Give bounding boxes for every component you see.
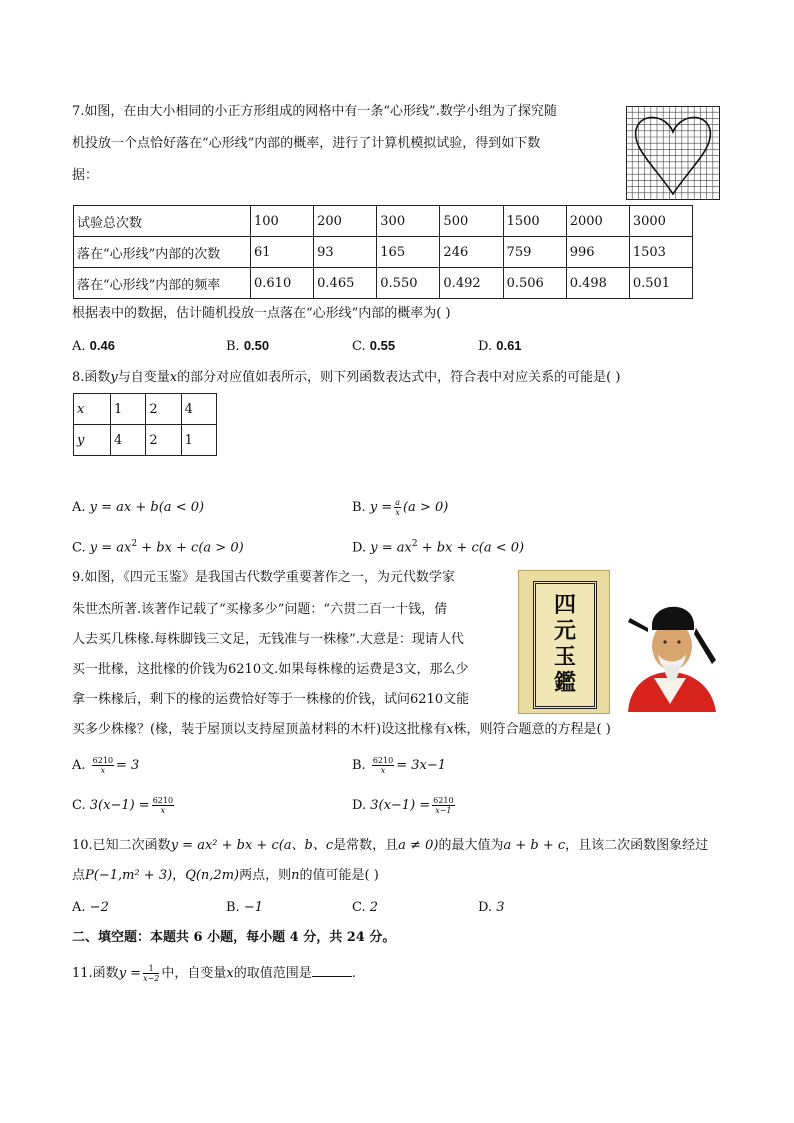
q7-question: 根据表中的数据，估计随机投放一点落在“心形线”内部的概率为( ) xyxy=(72,306,451,321)
table-cell: 93 xyxy=(314,237,377,268)
row-label-inside-count: 落在“心形线”内部的次数 xyxy=(74,237,251,268)
q11-answer-blank[interactable] xyxy=(312,964,352,977)
q10-option-c[interactable]: C. 2 xyxy=(352,900,379,915)
table-cell: 3000 xyxy=(629,206,692,237)
siyuan-yujian-book-image xyxy=(518,570,610,714)
table-cell: 100 xyxy=(251,206,314,237)
q7-simulation-table xyxy=(73,205,693,299)
q10-option-a[interactable]: A. −2 xyxy=(72,900,109,915)
book-title: 四 元 玉 鑑 xyxy=(553,592,576,696)
q9-text-line-4: 买一批椽，这批椽的价钱为6210文.如果每株椽的运费是3文，那么少 xyxy=(72,662,469,677)
table-cell: 0.506 xyxy=(503,268,566,299)
table-cell: 2 xyxy=(146,425,181,456)
heart-grid-figure xyxy=(626,106,720,200)
q8-option-b[interactable]: B. y = $\frac{a}{x}$ (a > 0) xyxy=(352,498,449,517)
q8-option-a[interactable]: A. y = ax + b(a < 0) xyxy=(72,500,205,515)
table-cell: 0.610 xyxy=(251,268,314,299)
table-cell: 0.465 xyxy=(314,268,377,299)
table-cell: 200 xyxy=(314,206,377,237)
q9-text-line-5: 拿一株椽后，剩下的椽的运费恰好等于一株椽的价钱，试问6210文能 xyxy=(72,692,470,707)
table-row xyxy=(74,425,217,456)
table-cell: 2000 xyxy=(566,206,629,237)
table-cell: 500 xyxy=(440,206,503,237)
table-row xyxy=(74,237,693,268)
q7-option-a[interactable]: A. 0.46 xyxy=(72,338,115,354)
q10-text-line-1: 10.已知二次函数y = ax² + bx + c(a、b、c是常数，且a ≠ 0)的最大值为a + b + c，且该二次函数图象经过 xyxy=(72,838,709,853)
table-cell: 1 xyxy=(181,425,216,456)
table-cell: 165 xyxy=(377,237,440,268)
table-cell: 1503 xyxy=(629,237,692,268)
q8-value-table xyxy=(73,393,217,456)
q9-text-line-3: 人去买几株椽.每株脚钱三文足，无钱准与一株椽”.大意是：现请人代 xyxy=(72,632,464,647)
q9-text-line-6: 买多少株椽？(椽，装于屋顶以支持屋顶盖材料的木杆)设这批椽有x株，则符合题意的方程是( ) xyxy=(72,722,611,737)
table-row xyxy=(74,206,693,237)
table-cell: 996 xyxy=(566,237,629,268)
table-header-y: y xyxy=(74,425,111,456)
table-row xyxy=(74,394,217,425)
table-cell: 4 xyxy=(181,394,216,425)
table-cell: 0.498 xyxy=(566,268,629,299)
table-cell: 61 xyxy=(251,237,314,268)
table-cell: 300 xyxy=(377,206,440,237)
q8-stem: 8.函数y与自变量x的部分对应值如表所示，则下列函数表达式中，符合表中对应关系的可能是( ) xyxy=(72,370,621,385)
table-cell: 1500 xyxy=(503,206,566,237)
table-cell: 0.550 xyxy=(377,268,440,299)
table-cell: 246 xyxy=(440,237,503,268)
q10-option-d[interactable]: D. 3 xyxy=(478,900,505,915)
book-title-frame xyxy=(533,581,597,709)
table-header-x: x xyxy=(74,394,111,425)
table-row xyxy=(74,268,693,299)
q9-text-line-1: 9.如图，《四元玉鉴》是我国古代数学重要著作之一，为元代数学家 xyxy=(72,570,455,585)
table-cell: 1 xyxy=(111,394,146,425)
table-cell: 2 xyxy=(146,394,181,425)
table-cell: 759 xyxy=(503,237,566,268)
q9-text-line-2: 朱世杰所著.该著作记载了“买椽多少”问题：“六贯二百一十钱，倩 xyxy=(72,602,448,617)
q7-option-b[interactable]: B. 0.50 xyxy=(226,338,270,354)
q9-option-c[interactable]: C. 3(x−1) = $\frac{6210}{x}$ xyxy=(72,796,174,815)
q9-option-d[interactable]: D. 3(x−1) = $\frac{6210}{x-1}$ xyxy=(352,796,454,815)
q7-text-line-2: 机投放一个点恰好落在“心形线”内部的概率，进行了计算机模拟试验，得到如下数 xyxy=(72,136,541,151)
row-label-total: 试验总次数 xyxy=(74,206,251,237)
section-2-heading: 二、填空题：本题共 6 小题，每小题 4 分，共 24 分。 xyxy=(72,930,396,945)
q7-text-line-3: 据： xyxy=(72,168,99,183)
table-cell: 0.501 xyxy=(629,268,692,299)
table-cell: 4 xyxy=(111,425,146,456)
q8-option-c[interactable]: C. $y = ax^2$ + bx + c(a > 0) xyxy=(72,539,244,556)
q10-option-b[interactable]: B. −1 xyxy=(226,900,263,915)
q10-text-line-2: 点P(−1,m² + 3)，Q(n,2m)两点，则n的值可能是( ) xyxy=(72,868,379,883)
q11-text: 11.函数y = $\frac{1}{x-2}$ 中，自变量x的取值范围是 . xyxy=(72,964,356,983)
table-cell: 0.492 xyxy=(440,268,503,299)
row-label-frequency: 落在“心形线”内部的频率 xyxy=(74,268,251,299)
q7-option-d[interactable]: D. 0.61 xyxy=(478,338,522,354)
q9-option-b[interactable]: B. $\frac{6210}{x}$ = 3x−1 xyxy=(352,756,446,775)
zhu-shijie-portrait xyxy=(620,594,720,712)
q8-option-d[interactable]: D. $y = ax^2$ + bx + c(a < 0) xyxy=(352,539,525,556)
q7-option-c[interactable]: C. 0.55 xyxy=(352,338,396,354)
q9-option-a[interactable]: A. $\frac{6210}{x}$ = 3 xyxy=(72,756,140,775)
q7-text-line-1: 7.如图，在由大小相同的小正方形组成的网格中有一条“心形线”.数学小组为了探究随 xyxy=(72,104,557,119)
